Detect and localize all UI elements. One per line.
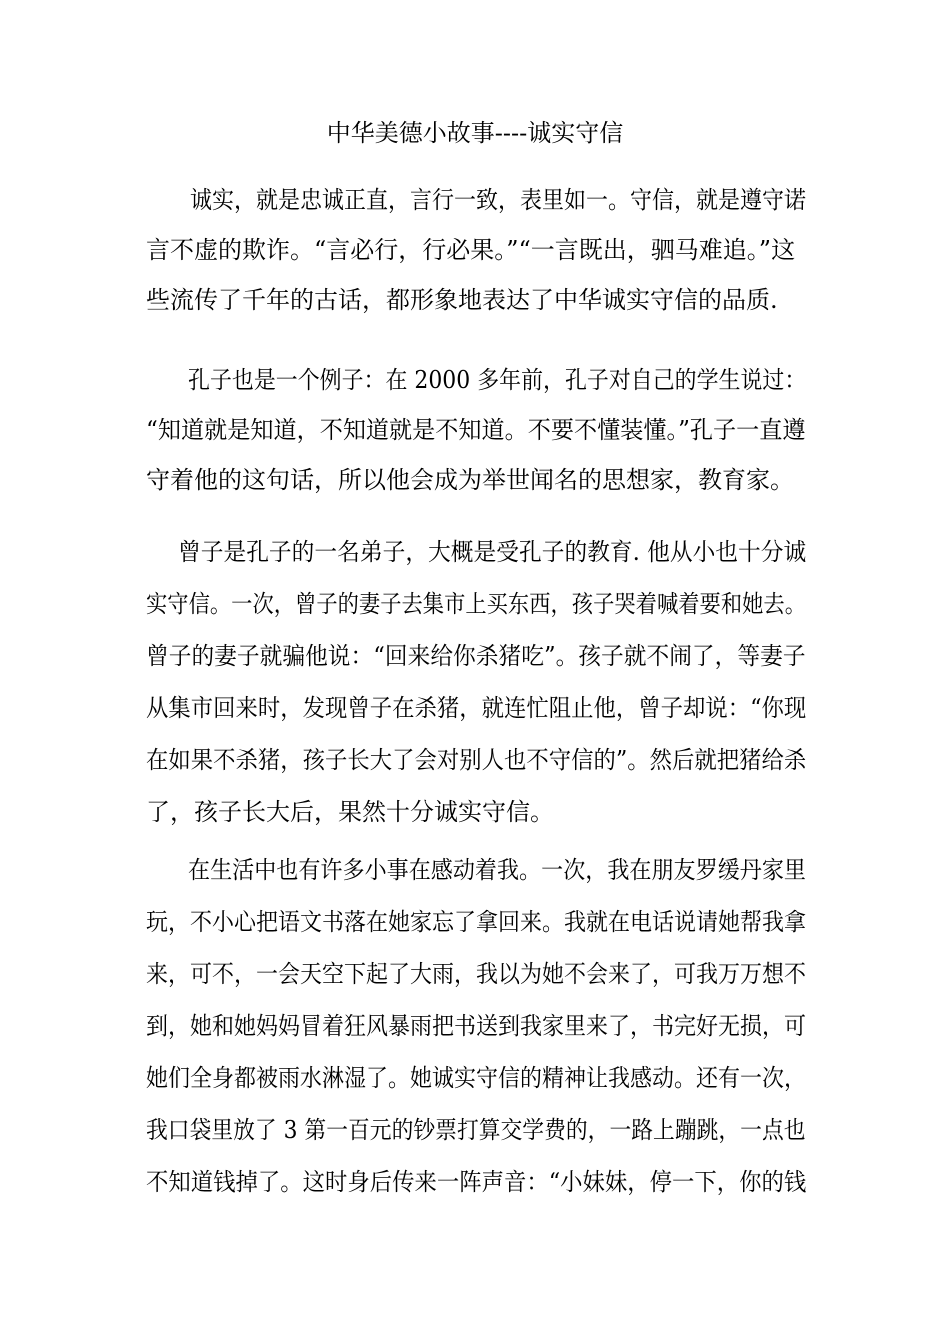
paragraph-line: 从集市回来时，发现曾子在杀猪，就连忙阻止他，曾子却说：“你现 bbox=[146, 694, 807, 722]
paragraph-line: 她们全身都被雨水淋湿了。她诚实守信的精神让我感动。还有一次， bbox=[146, 1064, 807, 1092]
paragraph-line: 我口袋里放了 3 第一百元的钞票打算交学费的，一路上蹦跳，一点也 bbox=[146, 1116, 806, 1144]
paragraph-line: 诚实，就是忠诚正直，言行一致，表里如一。守信，就是遵守诺 bbox=[190, 186, 807, 214]
paragraph-line: 实守信。一次，曾子的妻子去集市上买东西，孩子哭着喊着要和她去。 bbox=[146, 590, 807, 618]
paragraph-line: 到，她和她妈妈冒着狂风暴雨把书送到我家里来了，书完好无损，可 bbox=[146, 1012, 807, 1040]
paragraph-line: 言不虚的欺诈。“言必行，行必果。”“一言既出，驷马难追。”这 bbox=[146, 236, 796, 264]
paragraph-line: 些流传了千年的古话，都形象地表达了中华诚实守信的品质. bbox=[146, 286, 778, 314]
paragraph-line: 曾子的妻子就骗他说：“回来给你杀猪吃”。孩子就不闹了，等妻子 bbox=[146, 642, 806, 670]
paragraph-line: 来，可不，一会天空下起了大雨，我以为她不会来了，可我万万想不 bbox=[146, 960, 807, 988]
paragraph-line: 守着他的这句话，所以他会成为举世闻名的思想家，教育家。 bbox=[146, 466, 794, 494]
paragraph-line: 曾子是孔子的一名弟子，大概是受孔子的教育. 他从小也十分诚 bbox=[178, 538, 807, 566]
paragraph-line: 不知道钱掉了。这时身后传来一阵声音：“小妹妹，停一下，你的钱 bbox=[146, 1168, 807, 1196]
paragraph-line: “知道就是知道，不知道就是不知道。不要不懂装懂。”孔子一直遵 bbox=[146, 416, 806, 444]
paragraph-line: 孔子也是一个例子：在 2000 多年前，孔子对自己的学生说过： bbox=[188, 366, 807, 394]
paragraph-line: 在生活中也有许多小事在感动着我。一次，我在朋友罗缓丹家里 bbox=[188, 856, 806, 884]
paragraph-line: 玩，不小心把语文书落在她家忘了拿回来。我就在电话说请她帮我拿 bbox=[146, 908, 807, 936]
paragraph-line: 了，孩子长大后，果然十分诚实守信。 bbox=[146, 798, 554, 826]
document-title: 中华美德小故事----诚实守信 bbox=[326, 119, 624, 147]
paragraph-line: 在如果不杀猪，孩子长大了会对别人也不守信的”。然后就把猪给杀 bbox=[146, 746, 807, 774]
